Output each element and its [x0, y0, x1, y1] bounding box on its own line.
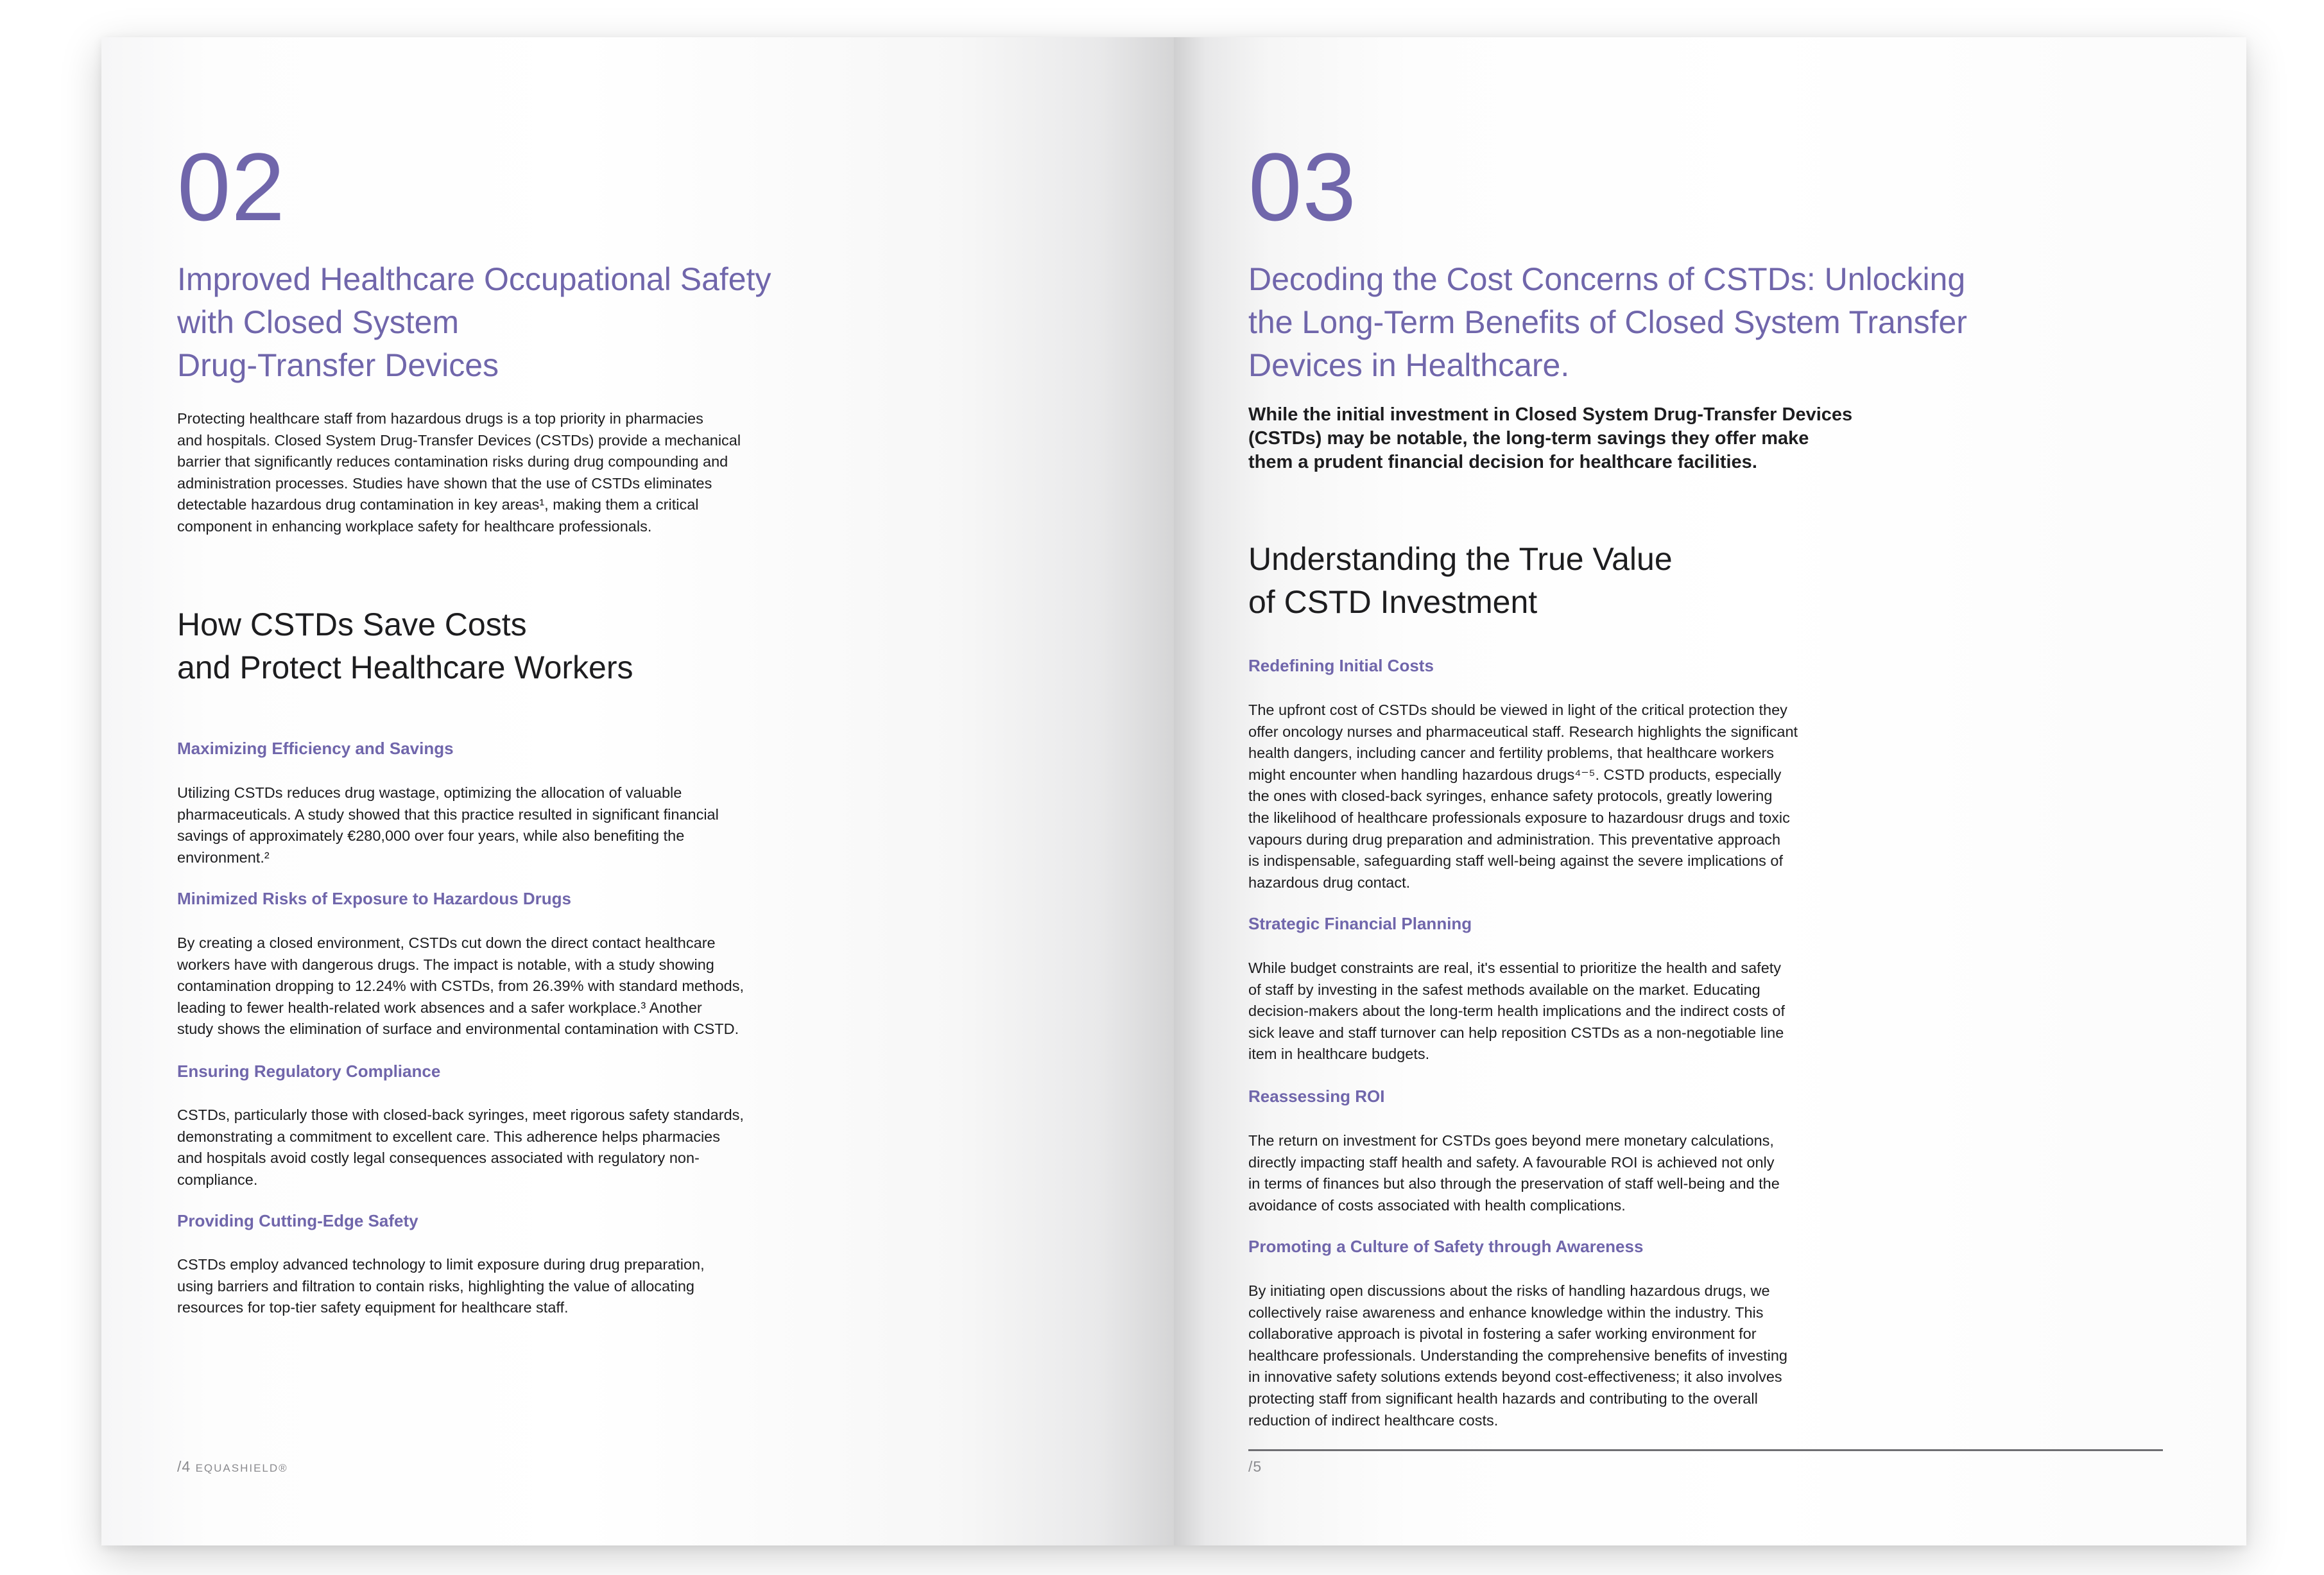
paragraph-line: item in healthcare budgets.	[1248, 1046, 1430, 1063]
paragraph-line: The upfront cost of CSTDs should be viewed in light of the critical protection they	[1248, 701, 1787, 718]
subsection-title: Ensuring Regulatory Compliance	[177, 1062, 441, 1081]
subsection-body	[1248, 1280, 1850, 1431]
paragraph-line: contamination dropping to 12.24% with CSTDs, from 26.39% with standard methods,	[177, 977, 745, 995]
paragraph-line: collectively raise awareness and enhance knowledge within the industry. This	[1248, 1304, 1764, 1321]
paragraph-line: pharmaceuticals. A study showed that this practice resulted in significant financial	[177, 805, 719, 823]
intro-paragraph	[1248, 403, 1890, 474]
paragraph-line: workers have with dangerous drugs. The impact is notable, with a study showing	[177, 956, 714, 973]
paragraph-line: demonstrating a commitment to excellent care. This adherence helps pharmacies	[177, 1128, 720, 1145]
paragraph-line: sick leave and staff turnover can help reposition CSTDs as a non-negotiable line	[1248, 1024, 1784, 1041]
subsection-title: Providing Cutting-Edge Safety	[177, 1211, 418, 1230]
paragraph-line: The return on investment for CSTDs goes beyond mere monetary calculations,	[1248, 1132, 1774, 1149]
subsection-title: Minimized Risks of Exposure to Hazardous Drugs	[177, 889, 571, 908]
paragraph-line: resources for top-tier safety equipment for healthcare staff.	[177, 1299, 569, 1316]
paragraph-line: and hospitals avoid costly legal consequences associated with regulatory non-	[177, 1149, 700, 1167]
footer-rule	[1248, 1449, 2163, 1451]
subsection-body	[1248, 1130, 1850, 1216]
subsection-title: Reassessing ROI	[1248, 1087, 1385, 1106]
paragraph-line: is indispensable, safeguarding staff well-being against the severe implications of	[1248, 852, 1783, 870]
paragraph-line: protecting staff from significant health hazards and contributing to the overall	[1248, 1390, 1758, 1407]
paragraph-line: While budget constraints are real, it's essential to prioritize the health and safety	[1248, 960, 1782, 976]
paragraph-line: in terms of finances but also through the preservation of staff well-being and the	[1248, 1175, 1780, 1192]
paragraph-line: study shows the elimination of surface and environmental contamination with CSTD.	[177, 1020, 739, 1038]
intro-paragraph	[177, 408, 779, 538]
subsection-title: Strategic Financial Planning	[1248, 914, 1472, 933]
subsection-body	[1248, 700, 1850, 893]
paragraph-line: them a prudent financial decision for healthcare facilities.	[1248, 452, 1757, 472]
paragraph-line: in innovative safety solutions extends beyond cost-effectiveness; it also involves	[1248, 1368, 1782, 1386]
paragraph-line: hazardous drug contact.	[1248, 874, 1411, 891]
section-number: 02	[177, 133, 286, 241]
paragraph-line: Utilizing CSTDs reduces drug wastage, optimizing the allocation of valuable	[177, 784, 682, 801]
brochure-spread	[101, 37, 2246, 1545]
paragraph-line: savings of approximately €280,000 over four years, while also benefiting the	[177, 827, 685, 845]
paragraph-line: the likelihood of healthcare professionals exposure to hazardousr drugs and toxic	[1248, 809, 1790, 826]
title-line: Drug-Transfer Devices	[177, 347, 499, 383]
paragraph-line: avoidance of costs associated with health complications.	[1248, 1196, 1626, 1214]
paragraph-line: Protecting healthcare staff from hazardous drugs is a top priority in pharmacies	[177, 410, 703, 427]
section-title	[1248, 258, 2147, 387]
title-line: with Closed System	[177, 304, 460, 340]
paragraph-line: CSTDs, particularly those with closed-back syringes, meet rigorous safety standards,	[177, 1106, 744, 1123]
paragraph-line: detectable hazardous drug contamination in key areas¹, making them a critical	[177, 496, 699, 513]
title-line: Devices in Healthcare.	[1248, 347, 1570, 383]
paragraph-line: By creating a closed environment, CSTDs cut down the direct contact healthcare	[177, 934, 716, 951]
paragraph-line: reduction of indirect healthcare costs.	[1248, 1411, 1499, 1429]
left-page	[101, 37, 1174, 1545]
paragraph-line: (CSTDs) may be notable, the long-term savings they offer make	[1248, 428, 1809, 449]
heading-line: How CSTDs Save Costs	[177, 607, 527, 642]
subsection-title: Redefining Initial Costs	[1248, 656, 1434, 675]
paragraph-line: By initiating open discussions about the risks of handling hazardous drugs, we	[1248, 1282, 1770, 1299]
section-heading	[1248, 538, 1954, 624]
paragraph-line: decision-makers about the long-term health implications and the indirect costs of	[1248, 1003, 1785, 1020]
section-number: 03	[1248, 133, 1357, 241]
paragraph-line: leading to fewer health-related work absences and a safer workplace.³ Another	[177, 999, 702, 1016]
paragraph-line: might encounter when handling hazardous drugs⁴⁻⁵. CSTD products, especially	[1248, 766, 1782, 783]
subsection-title: Maximizing Efficiency and Savings	[177, 739, 454, 758]
paragraph-line: health dangers, including cancer and fertility problems, that healthcare workers	[1248, 744, 1775, 762]
page-footer	[177, 1458, 288, 1476]
paragraph-line: using barriers and filtration to contain risks, highlighting the value of allocating	[177, 1277, 694, 1295]
heading-line: of CSTD Investment	[1248, 584, 1538, 620]
section-title	[177, 258, 1011, 387]
heading-line: Understanding the True Value	[1248, 541, 1673, 577]
page-footer	[1248, 1458, 1262, 1476]
subsection-body	[177, 933, 779, 1040]
paragraph-line: collaborative approach is pivotal in fostering a safer working environment for	[1248, 1325, 1757, 1343]
title-line: Decoding the Cost Concerns of CSTDs: Unlocking	[1248, 261, 1966, 297]
paragraph-line: While the initial investment in Closed System Drug-Transfer Devices	[1248, 404, 1853, 425]
paragraph-line: offer oncology nurses and pharmaceutical staff. Research highlights the significant	[1248, 723, 1798, 740]
paragraph-line: and hospitals. Closed System Drug-Transfer Devices (CSTDs) provide a mechanical	[177, 431, 741, 449]
subsection-body	[177, 1105, 779, 1191]
subsection-body	[177, 1254, 779, 1319]
subsection-body	[177, 782, 779, 868]
right-page	[1174, 37, 2246, 1545]
subsection-body	[1248, 958, 1850, 1065]
paragraph-line: directly impacting staff health and safety. A favourable ROI is achieved not only	[1248, 1153, 1775, 1171]
paragraph-line: compliance.	[177, 1171, 258, 1188]
paragraph-line: administration processes. Studies have shown that the use of CSTDs eliminates	[177, 474, 712, 492]
subsection-title: Promoting a Culture of Safety through Awareness	[1248, 1237, 1644, 1256]
paragraph-line: component in enhancing workplace safety for healthcare professionals.	[177, 517, 652, 535]
heading-line: and Protect Healthcare Workers	[177, 650, 633, 685]
paragraph-line: barrier that significantly reduces contamination risks during drug compounding and	[177, 453, 728, 470]
brand-name: EQUASHIELD®	[195, 1462, 288, 1474]
paragraph-line: the ones with closed-back syringes, enhance safety protocols, greatly lowering	[1248, 788, 1773, 805]
title-line: the Long-Term Benefits of Closed System Transfer	[1248, 304, 1967, 340]
section-heading	[177, 603, 883, 689]
title-line: Improved Healthcare Occupational Safety	[177, 261, 771, 297]
paragraph-line: healthcare professionals. Understanding the comprehensive benefits of investing	[1248, 1347, 1787, 1364]
page-number: /5	[1248, 1458, 1262, 1475]
page-number: /4	[177, 1458, 191, 1475]
paragraph-line: vapours during drug preparation and administration. This preventative approach	[1248, 831, 1781, 848]
paragraph-line: CSTDs employ advanced technology to limit exposure during drug preparation,	[177, 1256, 705, 1273]
paragraph-line: of staff by investing in the safest methods available on the market. Educating	[1248, 981, 1760, 998]
paragraph-line: environment.²	[177, 848, 270, 866]
